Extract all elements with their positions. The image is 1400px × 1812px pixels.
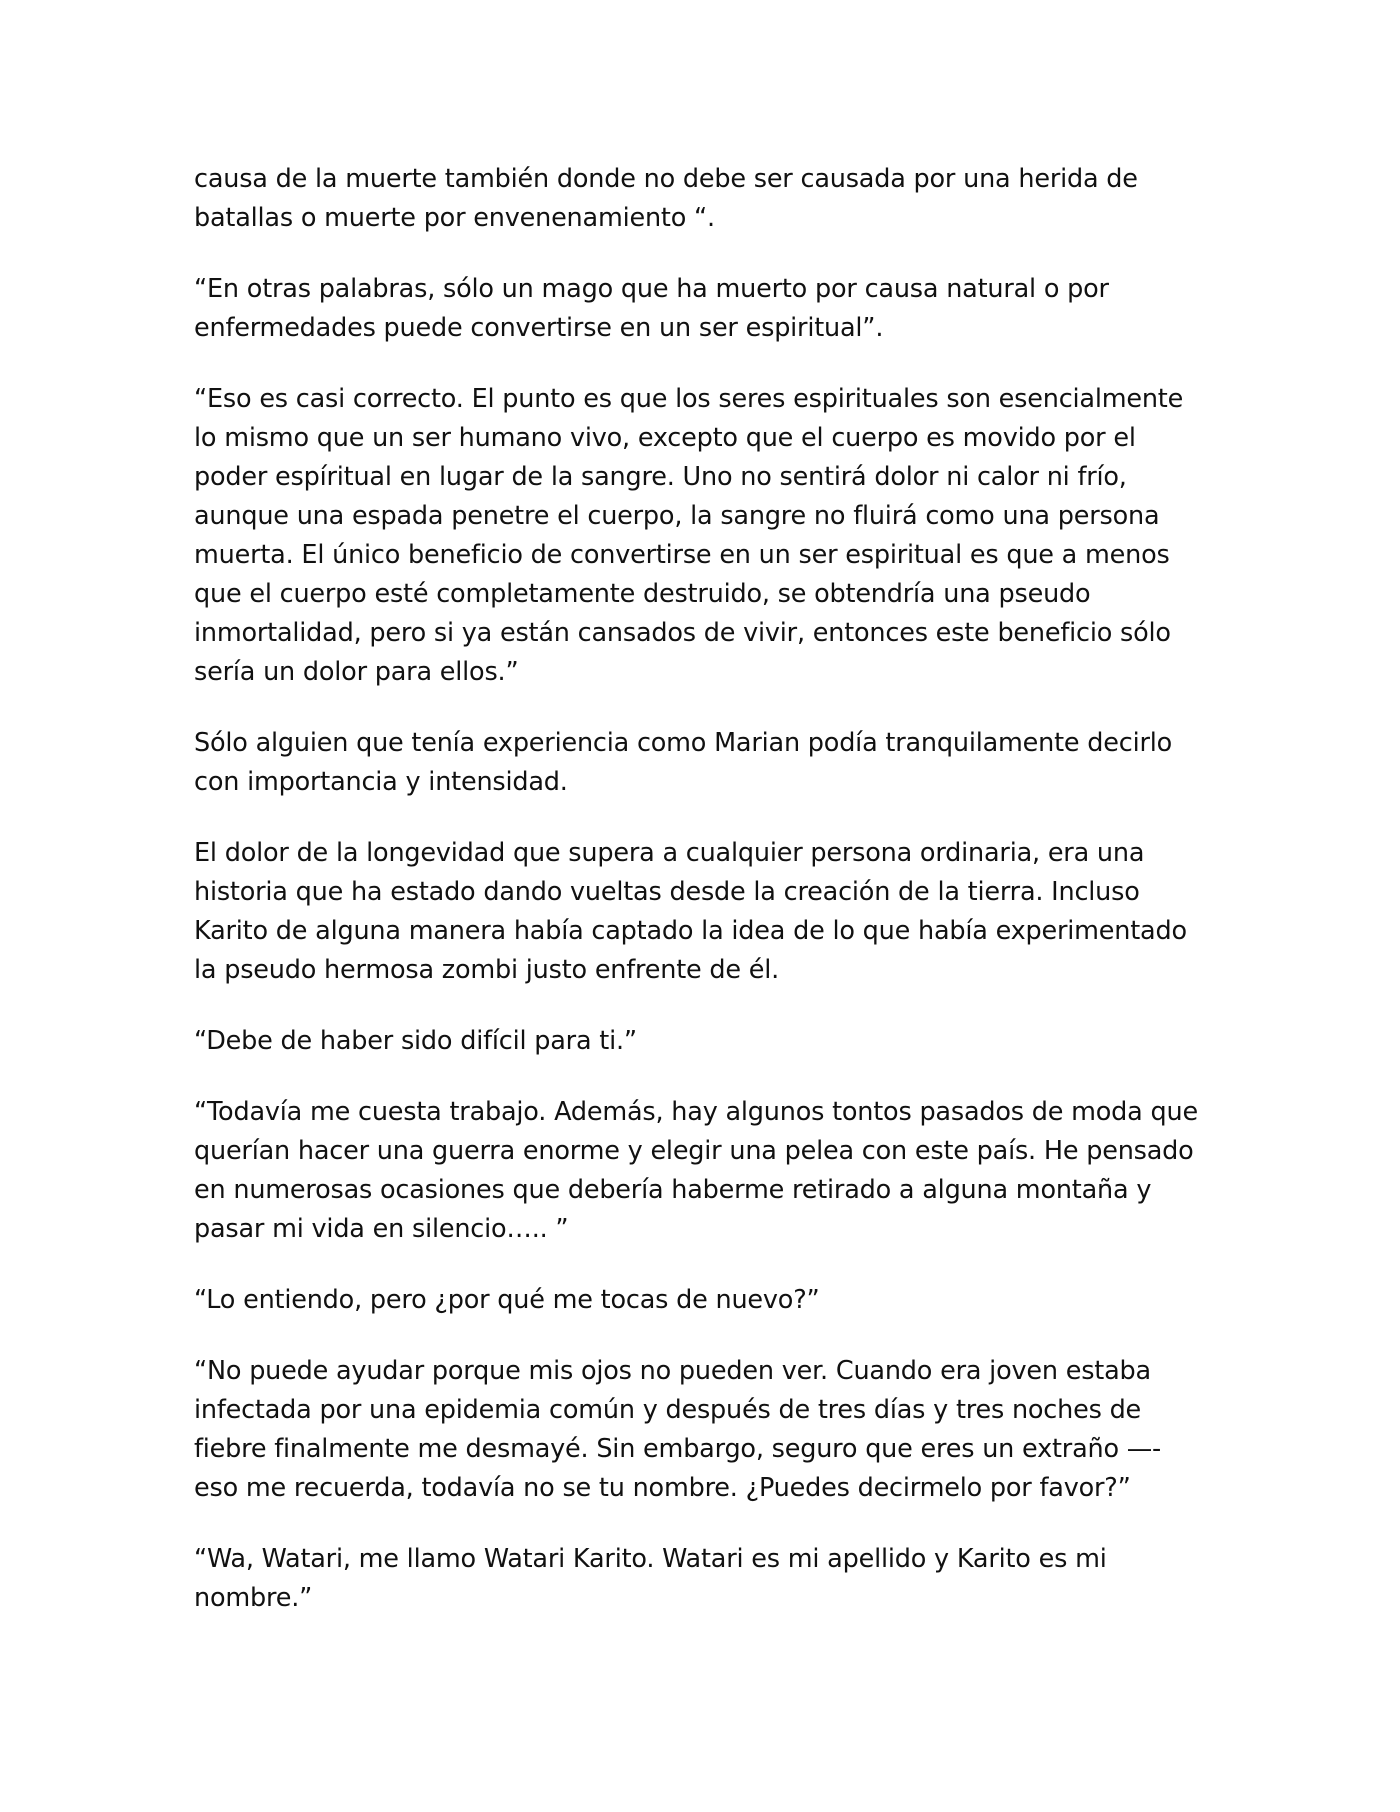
- paragraph: “Debe de haber sido difícil para ti.”: [194, 1026, 637, 1056]
- paragraph: “En otras palabras, sólo un mago que ha muerto por causa natural o por enfermedades puede convertirse en un ser espiritual”.: [194, 274, 1109, 343]
- paragraph: Sólo alguien que tenía experiencia como Marian podía tranquilamente decirlo con importancia y intensidad.: [194, 728, 1173, 797]
- paragraph: “No puede ayudar porque mis ojos no pueden ver. Cuando era joven estaba infectada por una epidemia común y después de tres días y tres noches de fiebre finalmente me desmayé. Sin embargo, seguro que eres un extraño —- eso me recuerda, todavía no se tu nombre. ¿Puedes decirmelo por favor?”: [194, 1356, 1162, 1503]
- paragraph: “Wa, Watari, me llamo Watari Karito. Watari es mi apellido y Karito es mi nombre.”: [194, 1544, 1107, 1613]
- paragraph: “Eso es casi correcto. El punto es que los seres espirituales son esencialmente lo mismo que un ser humano vivo, excepto que el cuerpo es movido por el poder espíritual en lugar de la sangre. Uno no sentirá dolor ni calor ni frío, aunque una espada penetre el cuerpo, la sangre no fluirá como una persona muerta. El único beneficio de convertirse en un ser espiritual es que a menos que el cuerpo esté completamente destruido, se obtendría una pseudo inmortalidad, pero si ya están cansados de vivir, entonces este beneficio sólo sería un dolor para ellos.”: [194, 384, 1184, 687]
- paragraph: causa de la muerte también donde no debe ser causada por una herida de batallas o muerte por envenenamiento “.: [194, 164, 1138, 233]
- paragraph: “Lo entiendo, pero ¿por qué me tocas de nuevo?”: [194, 1285, 820, 1315]
- document-body: [194, 160, 1206, 1618]
- paragraph: El dolor de la longevidad que supera a cualquier persona ordinaria, era una historia que ha estado dando vueltas desde la creación de la tierra. Incluso Karito de alguna manera había captado la idea de lo que había experimentado la pseudo hermosa zombi justo enfrente de él.: [194, 838, 1187, 985]
- paragraph: “Todavía me cuesta trabajo. Además, hay algunos tontos pasados de moda que querían hacer una guerra enorme y elegir una pelea con este país. He pensado en numerosas ocasiones que debería haberme retirado a alguna montaña y pasar mi vida en silencio….. ”: [194, 1097, 1198, 1244]
